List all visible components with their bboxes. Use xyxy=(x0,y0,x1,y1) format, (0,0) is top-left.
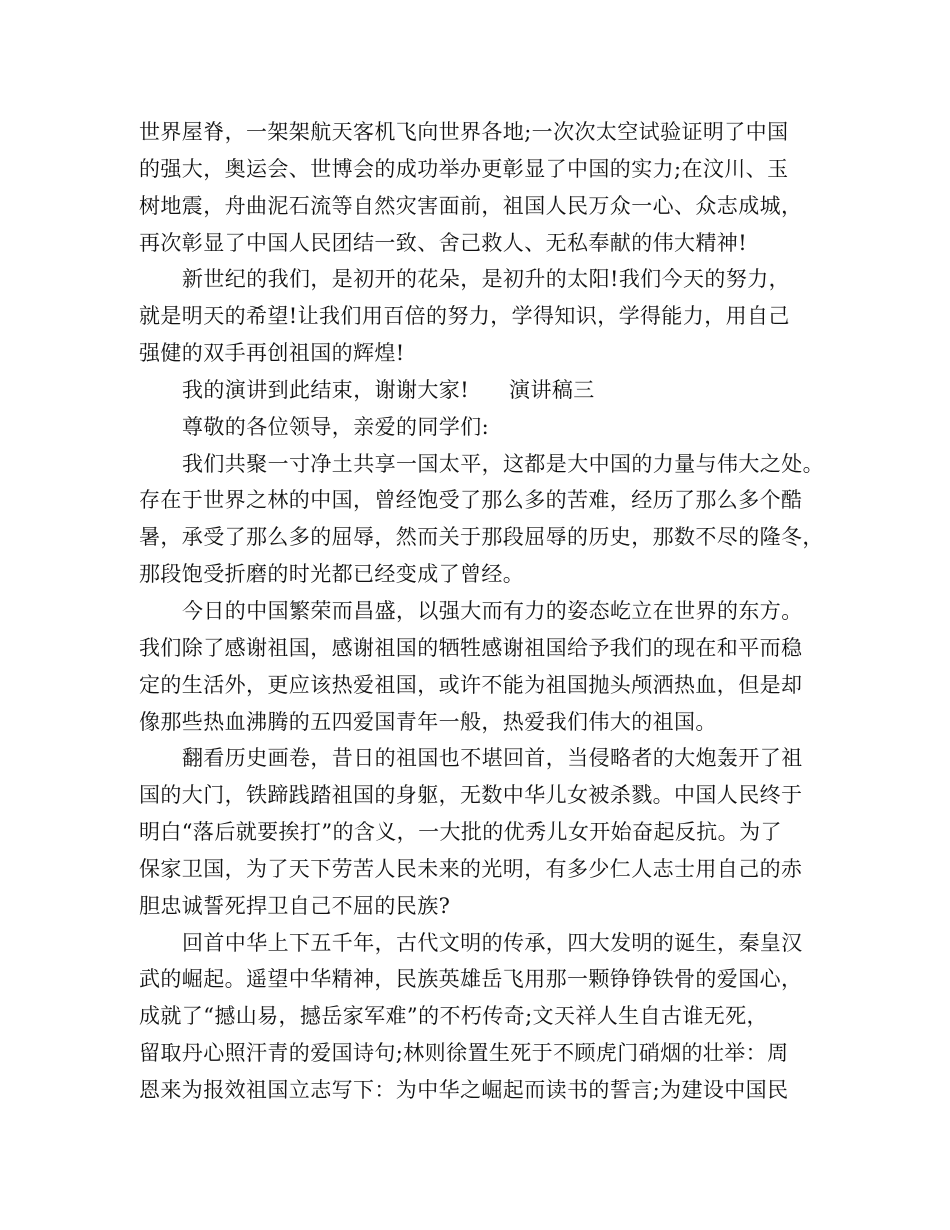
text-line xyxy=(139,667,839,704)
text-line xyxy=(139,446,839,483)
text-line-content: 我们除了感谢祖国，感谢祖国的牺牲感谢祖国给予我们的现在和平而稳 xyxy=(139,635,803,660)
text-line xyxy=(139,777,839,814)
text-line xyxy=(139,188,839,225)
text-line-content: 尊敬的各位领导，亲爱的同学们: xyxy=(182,414,490,439)
text-line xyxy=(139,114,839,151)
text-line xyxy=(139,925,839,962)
text-line xyxy=(139,556,839,593)
text-line xyxy=(139,593,839,630)
text-line xyxy=(139,1072,839,1109)
text-line xyxy=(139,482,839,519)
text-line-content: 暑，承受了那么多的屈辱，然而关于那段屈辱的历史，那数不尽的隆冬， xyxy=(139,525,824,550)
text-line xyxy=(139,335,839,372)
text-line xyxy=(139,409,839,446)
text-line xyxy=(139,630,839,667)
text-line xyxy=(139,225,839,262)
text-line-content: 就是明天的希望!让我们用百倍的努力，学得知识，学得能力，用自己 xyxy=(139,304,790,329)
text-line xyxy=(139,298,839,335)
document-body xyxy=(139,114,839,1109)
text-line xyxy=(139,151,839,188)
text-line-content: 的强大，奥运会、世博会的成功举办更彰显了中国的实力;在汶川、玉 xyxy=(139,156,789,181)
text-line xyxy=(139,851,839,888)
text-line-content: 国的大门，铁蹄践踏祖国的身躯，无数中华儿女被杀戮。中国人民终于 xyxy=(139,783,803,808)
text-line-content: 新世纪的我们，是初开的花朵，是初升的太阳!我们今天的努力， xyxy=(182,267,791,292)
text-line-content: 今日的中国繁荣而昌盛，以强大而有力的姿态屹立在世界的东方。 xyxy=(182,598,803,623)
section-heading: 演讲稿三 xyxy=(509,377,595,402)
text-line-content: 定的生活外，更应该热爱祖国，或许不能为祖国抛头颅洒热血，但是却 xyxy=(139,672,803,697)
text-line-content: 回首中华上下五千年，古代文明的传承，四大发明的诞生，秦皇汉 xyxy=(182,930,803,955)
text-line xyxy=(139,888,839,925)
text-line-content: 我们共聚一寸净土共享一国太平，这都是大中国的力量与伟大之处。 xyxy=(182,451,824,476)
text-line-content: 像那些热血沸腾的五四爱国青年一般，热爱我们伟大的祖国。 xyxy=(139,709,717,734)
text-line-content: 成就了“撼山易，撼岳家军难”的不朽传奇;文天祥人生自古谁无死， xyxy=(139,1004,768,1029)
text-line xyxy=(139,740,839,777)
text-line xyxy=(139,814,839,851)
text-line xyxy=(139,1035,839,1072)
text-line-content: 我的演讲到此结束，谢谢大家! xyxy=(182,377,470,402)
text-line xyxy=(139,372,839,409)
text-line xyxy=(139,998,839,1035)
text-line-content: 恩来为报效祖国立志写下：为中华之崛起而读书的誓言;为建设中国民 xyxy=(139,1077,789,1102)
text-line xyxy=(139,704,839,741)
text-line-content: 留取丹心照汗青的爱国诗句;林则徐置生死于不顾虎门硝烟的壮举：周 xyxy=(139,1041,789,1066)
text-line xyxy=(139,261,839,298)
text-line xyxy=(139,961,839,998)
text-line-content: 存在于世界之林的中国，曾经饱受了那么多的苦难，经历了那么多个酷 xyxy=(139,488,803,513)
text-line-content: 那段饱受折磨的时光都已经变成了曾经。 xyxy=(139,562,525,587)
text-line-content: 强健的双手再创祖国的辉煌! xyxy=(139,341,405,366)
text-line-content: 再次彰显了中国人民团结一致、舍己救人、无私奉献的伟大精神! xyxy=(139,230,748,255)
text-line-content: 保家卫国，为了天下劳苦人民未来的光明，有多少仁人志士用自己的赤 xyxy=(139,856,803,881)
text-line-content: 明白“落后就要挨打”的含义，一大批的优秀儿女开始奋起反抗。为了 xyxy=(139,820,782,845)
text-line-content: 武的崛起。遥望中华精神，民族英雄岳飞用那一颗铮铮铁骨的爱国心， xyxy=(139,967,803,992)
text-line-content: 世界屋脊，一架架航天客机飞向世界各地;一次次太空试验证明了中国 xyxy=(139,120,789,144)
text-line xyxy=(139,519,839,556)
text-line-content: 树地震，舟曲泥石流等自然灾害面前，祖国人民万众一心、众志成城， xyxy=(139,193,803,218)
text-line-content: 翻看历史画卷，昔日的祖国也不堪回首，当侵略者的大炮轰开了祖 xyxy=(182,746,803,771)
text-line-content: 胆忠诚誓死捍卫自己不屈的民族? xyxy=(139,893,451,918)
